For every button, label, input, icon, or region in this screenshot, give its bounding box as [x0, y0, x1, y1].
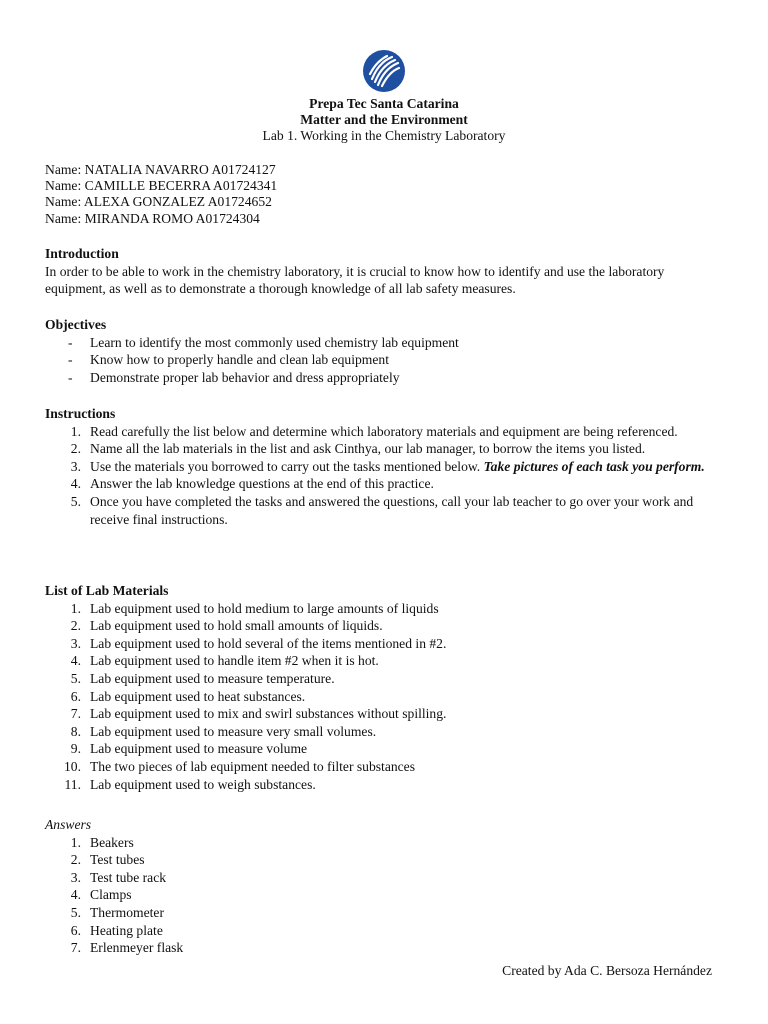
list-item-text: Lab equipment used to hold small amounts of liquids. — [90, 618, 383, 634]
institution-logo-icon — [362, 49, 406, 93]
instructions-section — [45, 405, 725, 528]
list-item-text: Erlenmeyer flask — [90, 940, 184, 956]
list-item — [45, 939, 725, 957]
list-item-text: Read carefully the list below and determine which laboratory materials and equipment are being referenced. — [90, 423, 678, 439]
course-name: Matter and the Environment — [300, 112, 468, 127]
answers-heading: Answers — [45, 817, 92, 832]
list-number: 1. — [70, 600, 81, 616]
introduction-section — [45, 245, 725, 298]
materials-list — [45, 600, 725, 794]
list-number: 10. — [64, 758, 81, 774]
list-number: 3. — [70, 635, 81, 651]
list-number: 7. — [70, 940, 81, 956]
list-item-text: Lab equipment used to measure volume — [90, 741, 308, 757]
document-header — [0, 96, 768, 144]
student-names — [45, 162, 725, 227]
list-number: 3. — [70, 458, 81, 474]
list-item-text: Lab equipment used to weigh substances. — [90, 776, 316, 792]
list-item-text: Test tubes — [90, 852, 145, 868]
school-name: Prepa Tec Santa Catarina — [309, 96, 459, 111]
list-item — [45, 705, 725, 723]
list-number: 4. — [70, 476, 81, 492]
list-number: 1. — [70, 834, 81, 850]
list-item — [45, 922, 725, 940]
list-item — [45, 740, 725, 758]
list-number: 2. — [70, 618, 81, 634]
list-item — [45, 617, 725, 635]
list-number: 6. — [70, 688, 81, 704]
list-item — [45, 851, 725, 869]
list-item — [45, 834, 725, 852]
list-item — [45, 351, 725, 369]
list-item-text: Lab equipment used to mix and swirl substances without spilling. — [90, 706, 447, 722]
list-item — [45, 758, 725, 776]
list-item-text: Heating plate — [90, 922, 163, 938]
list-number: 2. — [70, 441, 81, 457]
list-number: 4. — [70, 887, 81, 903]
list-item — [45, 458, 725, 476]
list-item — [45, 423, 725, 441]
list-item-text: Test tube rack — [90, 869, 167, 885]
list-number: 11. — [64, 776, 81, 792]
objectives-section — [45, 316, 725, 386]
list-item-text: Lab equipment used to handle item #2 when it is hot. — [90, 653, 379, 669]
list-item — [45, 440, 725, 458]
list-item-text: Lab equipment used to measure temperature. — [90, 670, 335, 686]
list-item-text: Once you have completed the tasks and answered the questions, call your lab teacher to go over your work and receive final instructions. — [90, 493, 694, 527]
list-item-text: The two pieces of lab equipment needed to filter substances — [90, 758, 416, 774]
emphasized-instruction: Take pictures of each task you perform. — [483, 458, 705, 474]
list-number: 4. — [70, 653, 81, 669]
list-number: 5. — [70, 493, 81, 509]
list-item — [45, 723, 725, 741]
student-name: Name: MIRANDA ROMO A01724304 — [45, 210, 260, 226]
list-item-text: Know how to properly handle and clean lab equipment — [90, 352, 389, 368]
answers-list — [45, 834, 725, 957]
materials-heading: List of Lab Materials — [45, 583, 169, 598]
list-item-text: Lab equipment used to hold medium to large amounts of liquids — [90, 600, 439, 616]
introduction-text: In order to be able to work in the chemistry laboratory, it is crucial to know how to identify and use the laboratory equipment, as well as to demonstrate a thorough knowledge of all lab safety measures. — [45, 263, 665, 297]
introduction-heading: Introduction — [45, 246, 119, 261]
list-number: 7. — [70, 706, 81, 722]
list-item — [45, 369, 725, 387]
list-item-text: Beakers — [90, 834, 134, 850]
list-item — [45, 475, 725, 493]
student-name: Name: NATALIA NAVARRO A01724127 — [45, 162, 276, 177]
materials-section — [45, 582, 725, 793]
list-item-text: Clamps — [90, 887, 132, 903]
list-item-text: Learn to identify the most commonly used chemistry lab equipment — [90, 334, 459, 350]
answers-section — [45, 816, 725, 957]
list-number: 1. — [70, 423, 81, 439]
list-item-text: Lab equipment used to measure very small volumes. — [90, 723, 377, 739]
instructions-heading: Instructions — [45, 406, 116, 421]
list-number: 5. — [70, 670, 81, 686]
author-credit: Created by Ada C. Bersoza Hernández — [502, 963, 712, 978]
list-item — [45, 652, 725, 670]
list-item — [45, 600, 725, 618]
objectives-heading: Objectives — [45, 317, 107, 332]
objectives-list — [45, 334, 725, 387]
list-item — [45, 886, 725, 904]
list-item-text: Demonstrate proper lab behavior and dress appropriately — [90, 369, 400, 385]
instructions-list — [45, 423, 725, 529]
list-item — [45, 493, 725, 528]
list-item-text: Lab equipment used to hold several of the items mentioned in #2. — [90, 635, 447, 651]
list-item-text: Thermometer — [90, 904, 164, 920]
list-number: 6. — [70, 922, 81, 938]
list-number: 8. — [70, 723, 81, 739]
list-item-text: Use the materials you borrowed to carry out the tasks mentioned below. — [90, 458, 484, 474]
dash-marker: - — [68, 352, 73, 368]
list-number: 5. — [70, 904, 81, 920]
list-item-text: Answer the lab knowledge questions at the end of this practice. — [90, 476, 434, 492]
list-number: 3. — [70, 869, 81, 885]
list-item — [45, 688, 725, 706]
list-item-text: Name all the lab materials in the list and ask Cinthya, our lab manager, to borrow the items you listed. — [90, 441, 646, 457]
list-item-text: Lab equipment used to heat substances. — [90, 688, 306, 704]
student-name: Name: CAMILLE BECERRA A01724341 — [45, 178, 278, 194]
list-item — [45, 904, 725, 922]
list-number: 2. — [70, 852, 81, 868]
list-item — [45, 776, 725, 794]
list-item — [45, 635, 725, 653]
dash-marker: - — [68, 369, 73, 385]
list-item — [45, 670, 725, 688]
list-number: 9. — [70, 741, 81, 757]
dash-marker: - — [68, 334, 73, 350]
list-item — [45, 334, 725, 352]
student-name: Name: ALEXA GONZALEZ A01724652 — [45, 194, 272, 210]
lab-title: Lab 1. Working in the Chemistry Laboratory — [262, 128, 506, 143]
list-item — [45, 869, 725, 887]
